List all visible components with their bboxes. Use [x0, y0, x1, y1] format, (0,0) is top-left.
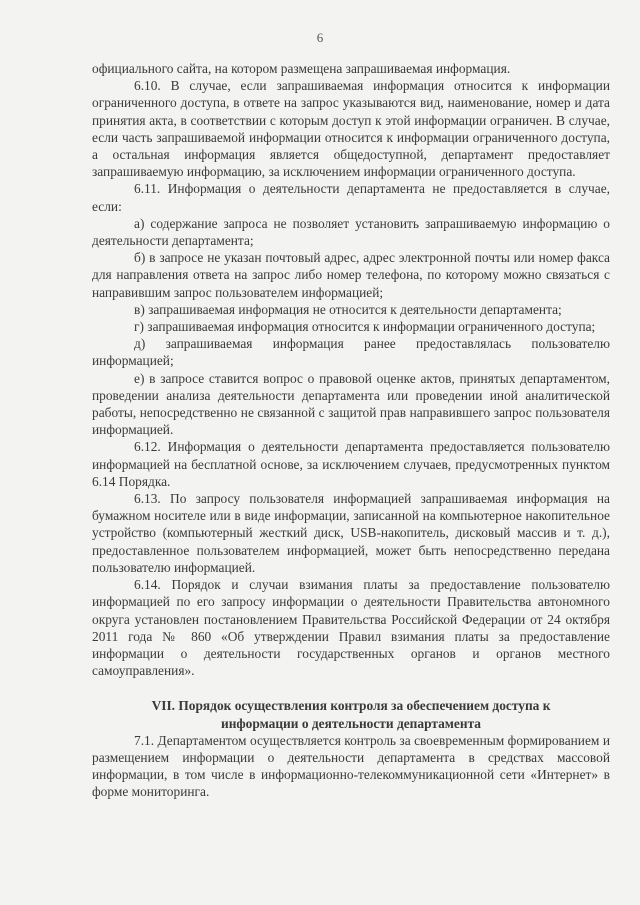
section-paragraph-list	[92, 732, 610, 801]
paragraph: 6.13. По запросу пользователя информацией запрашиваемая информация на бумажном носителе или в виде информации, записанной на компьютерное накопительное устройство (компьютерный жесткий диск, USB-накопитель, дисковый массив и т. д.), предоставленное пользователем информацией, может быть непосредственно передана пользователю информацией.	[92, 491, 610, 575]
paragraph: 6.12. Информация о деятельности департамента предоставляется пользователю информацией на бесплатной основе, за исключением случаев, предусмотренных пунктом 6.14 Порядка.	[92, 439, 610, 489]
paragraph: б) в запросе не указан почтовый адрес, адрес электронной почты или номер факса для направления ответа на запрос либо номер телефона, по которому можно связаться с направившим запрос пользователем информацией;	[92, 250, 610, 300]
paragraph: г) запрашиваемая информация относится к информации ограниченного доступа;	[134, 319, 596, 335]
paragraph: в) запрашиваемая информация не относится к деятельности департамента;	[134, 301, 562, 317]
paragraph: е) в запросе ставится вопрос о правовой оценке актов, принятых департаментом, проведении анализа деятельности департамента или проведении иной аналитической работы, непосредственно не связанной с защитой прав направившего запрос пользователя информацией.	[92, 370, 610, 438]
paragraph: официального сайта, на котором размещена запрашиваемая информация.	[92, 61, 511, 76]
document-body	[92, 60, 610, 801]
paragraph: а) содержание запроса не позволяет установить запрашиваемую информацию о деятельности департамента;	[92, 215, 610, 249]
section-heading-line2: информации о деятельности департамента	[220, 715, 482, 731]
paragraph: 6.11. Информация о деятельности департамента не предоставляется в случае, если:	[92, 181, 610, 214]
paragraph: 6.10. В случае, если запрашиваемая информация относится к информации ограниченного доступа, в ответе на запрос указываются вид, наименование, номер и дата принятия акта, в соответствии с которым доступ к этой информации ограничен. В случае, если часть запрашиваемой информации относится к информации ограниченного доступа, а остальная информация является общедоступной, департамент предоставляет запрашиваемую информацию, за исключением информации ограниченного доступа.	[92, 78, 610, 180]
section-heading-line1: VII. Порядок осуществления контроля за обеспечением доступа к	[151, 698, 551, 714]
paragraph-list	[92, 60, 610, 679]
section-heading	[92, 697, 610, 731]
page-number: 6	[316, 30, 324, 45]
paragraph: 7.1. Департаментом осуществляется контроль за своевременным формированием и размещением информации о деятельности департамента в средствах массовой информации, в том числе в информационно-телекоммуникационной сети «Интернет» в форме мониторинга.	[92, 732, 610, 800]
paragraph: д) запрашиваемая информация ранее предоставлялась пользователю информацией;	[92, 336, 610, 369]
paragraph: 6.14. Порядок и случаи взимания платы за предоставление пользователю информацией по его запросу информации о деятельности Правительства автономного округа установлен постановлением Правительства Российской Федерации от 24 октября 2011 года № 860 «Об утверждении Правил взимания платы за предоставление информации о деятельности государственных органов и органов местного самоуправления».	[92, 577, 610, 679]
